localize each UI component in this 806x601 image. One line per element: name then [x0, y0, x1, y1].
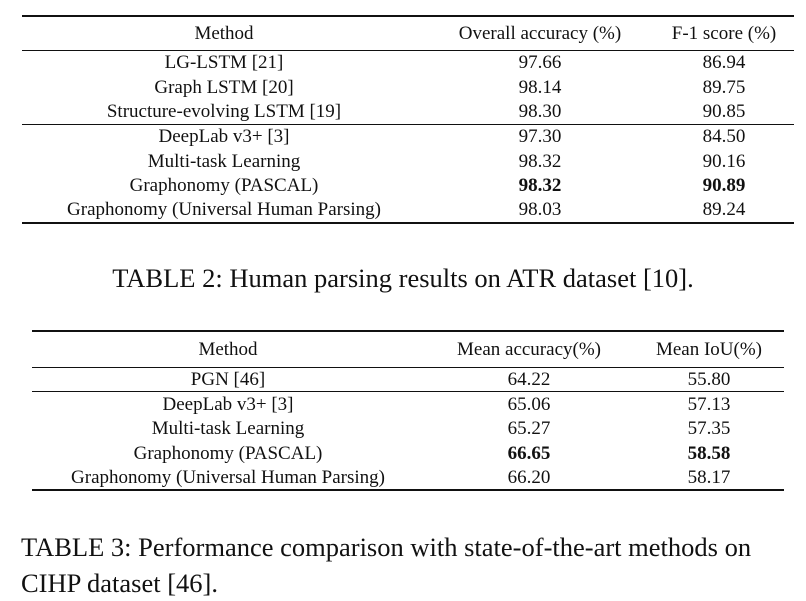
method-cell: Graphonomy (Universal Human Parsing): [71, 467, 385, 489]
accuracy-cell: 98.03: [518, 199, 562, 221]
accuracy-cell-best: 98.32: [518, 175, 562, 197]
table-row: [22, 99, 794, 124]
accuracy-cell: 98.30: [518, 100, 562, 122]
method-cell: Structure-evolving LSTM [19]: [106, 100, 342, 122]
f1-cell: 89.75: [702, 76, 746, 98]
cihp-results-table: [32, 330, 784, 491]
accuracy-cell: 98.14: [518, 76, 562, 98]
table-row: [22, 50, 794, 75]
f1-cell: 90.16: [702, 150, 746, 172]
accuracy-cell: 66.20: [507, 467, 551, 489]
iou-cell: 57.35: [687, 418, 731, 440]
column-header-mean-accuracy: Mean accuracy(%): [457, 338, 601, 360]
column-header-mean-iou: Mean IoU(%): [655, 338, 763, 360]
f1-cell: 84.50: [702, 126, 746, 148]
table-row: [22, 149, 794, 174]
method-cell: PGN [46]: [190, 368, 266, 390]
iou-cell: 55.80: [687, 368, 731, 390]
table-row: [32, 416, 784, 441]
method-cell: DeepLab v3+ [3]: [158, 126, 290, 148]
column-header-method: Method: [198, 338, 258, 360]
method-cell: Graphonomy (PASCAL): [129, 175, 319, 197]
table-header-row: [32, 331, 784, 367]
column-header-overall-accuracy: Overall accuracy (%): [458, 22, 622, 44]
accuracy-cell-best: 66.65: [507, 442, 551, 464]
table-row: [32, 392, 784, 417]
f1-cell-best: 90.89: [702, 175, 746, 197]
f1-cell: 89.24: [702, 199, 746, 221]
f1-cell: 90.85: [702, 100, 746, 122]
table-row: [22, 124, 794, 149]
method-cell: Graphonomy (PASCAL): [133, 442, 323, 464]
method-cell: Multi-task Learning: [147, 150, 301, 172]
method-cell: DeepLab v3+ [3]: [162, 393, 294, 415]
table-row: [22, 75, 794, 100]
table-header-row: [22, 16, 794, 50]
atr-results-table: [22, 15, 794, 224]
table-row: [22, 173, 794, 198]
method-cell: LG-LSTM [21]: [164, 52, 284, 74]
table-row: [22, 198, 794, 223]
table-row: [32, 466, 784, 491]
iou-cell: 57.13: [687, 393, 731, 415]
f1-cell: 86.94: [702, 52, 746, 74]
method-cell: Graph LSTM [20]: [154, 76, 294, 98]
accuracy-cell: 97.66: [518, 52, 562, 74]
method-cell: Multi-task Learning: [151, 418, 305, 440]
accuracy-cell: 64.22: [507, 368, 551, 390]
table-3-caption: TABLE 3: Performance comparison with state-of-the-art methods on CIHP dataset [46].: [21, 532, 752, 598]
column-header-method: Method: [194, 22, 254, 44]
method-cell: Graphonomy (Universal Human Parsing): [67, 199, 381, 221]
iou-cell: 58.17: [687, 467, 731, 489]
table-row: [32, 367, 784, 392]
accuracy-cell: 98.32: [518, 150, 562, 172]
accuracy-cell: 65.06: [507, 393, 551, 415]
accuracy-cell: 97.30: [518, 126, 562, 148]
table-2-caption: TABLE 2: Human parsing results on ATR dataset [10].: [112, 263, 694, 293]
accuracy-cell: 65.27: [507, 418, 551, 440]
table-row: [32, 441, 784, 466]
iou-cell-best: 58.58: [687, 442, 731, 464]
column-header-f1-score: F-1 score (%): [671, 22, 777, 44]
